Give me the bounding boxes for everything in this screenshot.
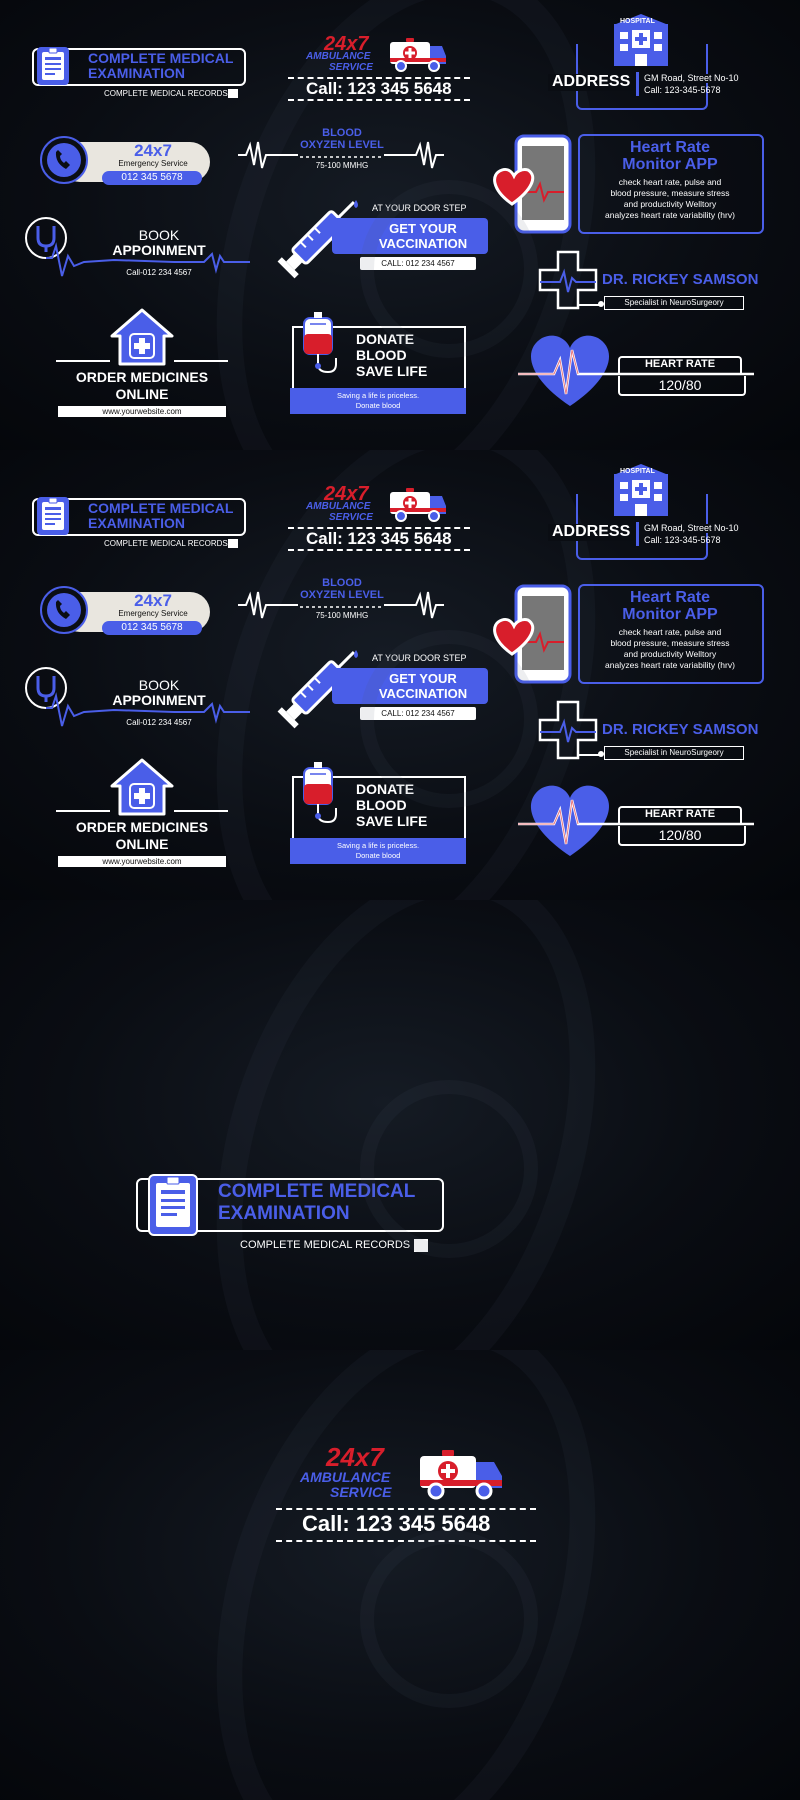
address-label: ADDRESS: [548, 74, 634, 91]
exam-title-2: EXAMINATION: [88, 65, 185, 81]
exam-subtitle-square: [228, 89, 238, 98]
heart-app-desc-3: and productivity Welltory: [623, 199, 717, 209]
booking-call: Call-012 234 4567: [126, 718, 192, 727]
ambulance-large-dash-bottom: [276, 1540, 536, 1542]
vaccine-card: [272, 196, 490, 276]
heart-rate-value: 120/80: [658, 377, 702, 393]
exam-large-title-1: COMPLETE MEDICAL: [218, 1181, 416, 1202]
ambulance-frame-zoom: [0, 1350, 800, 1800]
phone-icon: [40, 136, 88, 184]
ambulance-line2: SERVICE: [329, 62, 373, 73]
heart-app-card: [488, 130, 766, 236]
heart-rate-value: 120/80: [658, 827, 702, 843]
heart-rate-card: [518, 780, 758, 860]
blood-bag-icon: [298, 310, 340, 386]
booking-line2: APPOINMENT: [112, 242, 206, 258]
ambulance-large-line1: AMBULANCE: [300, 1469, 391, 1485]
medicines-rule-right: [174, 810, 228, 812]
vaccine-top: AT YOUR DOOR STEP: [372, 203, 467, 213]
doctor-name: DR. RICKEY SAMSON: [602, 271, 759, 288]
medicines-line1: ORDER MEDICINES: [75, 819, 209, 835]
oxygen-card: [238, 128, 444, 188]
emergency-card: [40, 136, 220, 188]
address-line2: Call: 123-345-5678: [644, 535, 721, 545]
vaccine-call: CALL: 012 234 4567: [360, 707, 476, 720]
heart-app-title-2: Monitor APP: [622, 156, 718, 173]
medical-cross-icon: [538, 700, 598, 760]
donate-line3: SAVE LIFE: [356, 363, 428, 379]
oxygen-range: 75-100 MMHG: [315, 611, 369, 620]
exam-large-square: [414, 1239, 428, 1252]
exam-card: [32, 48, 244, 98]
ambulance-dash-bottom: [288, 99, 470, 101]
booking-line1: BOOK: [138, 227, 180, 243]
address-line2: Call: 123-345-5678: [644, 85, 721, 95]
emergency-big: 24x7: [134, 141, 172, 160]
ambulance-line1: AMBULANCE: [306, 501, 371, 512]
hospital-label: HOSPITAL: [620, 468, 655, 475]
heart-app-title-1: Heart Rate: [629, 589, 711, 606]
donate-note1: Saving a life is priceless.: [336, 841, 420, 850]
booking-call: Call-012 234 4567: [126, 268, 192, 277]
ambulance-icon: [388, 484, 448, 524]
heart-app-desc-2: blood pressure, measure stress: [610, 188, 730, 198]
doctor-specialty: Specialist in NeuroSurgeory: [604, 296, 744, 310]
address-line1: GM Road, Street No-10: [644, 523, 739, 533]
medicines-website: www.yourwebsite.com: [58, 856, 226, 867]
doctor-specialty: Specialist in NeuroSurgeory: [604, 746, 744, 760]
heart-app-title-1: Heart Rate: [629, 139, 711, 156]
doctor-card: [538, 250, 778, 312]
medicines-line2: ONLINE: [115, 836, 169, 852]
ambulance-icon: [418, 1446, 504, 1502]
exam-frame-zoom: [0, 900, 800, 1350]
ambulance-large-call: Call: 123 345 5648: [302, 1511, 491, 1536]
donate-card: [290, 310, 468, 414]
medicines-line2: ONLINE: [115, 386, 169, 402]
medical-cross-icon: [538, 250, 598, 310]
doctor-name: DR. RICKEY SAMSON: [602, 721, 759, 738]
ambulance-line2: SERVICE: [329, 512, 373, 523]
exam-subtitle-square: [228, 539, 238, 548]
ambulance-icon: [388, 34, 448, 74]
oxygen-card: [238, 578, 444, 638]
oxygen-line1: BLOOD: [322, 127, 362, 139]
clipboard-icon: [148, 1174, 198, 1236]
donate-line2: BLOOD: [356, 347, 407, 363]
address-divider: [636, 522, 639, 546]
ambulance-large-big: 24x7: [326, 1442, 384, 1472]
booking-card: [24, 216, 254, 282]
smartphone-heart-icon: [488, 134, 578, 234]
heart-rate-label: HEART RATE: [644, 808, 716, 820]
heart-app-desc-4: analyzes heart rate variability (hrv): [605, 660, 735, 670]
doctor-card: [538, 700, 778, 762]
medicines-card: [56, 308, 228, 420]
address-card: [548, 14, 778, 110]
exam-card: [32, 498, 244, 548]
heart-app-title-2: Monitor APP: [622, 606, 718, 623]
emergency-big: 24x7: [134, 591, 172, 610]
heart-rate-card: [518, 330, 758, 410]
vaccine-banner: [332, 218, 488, 254]
hospital-label: HOSPITAL: [620, 18, 655, 25]
ambulance-call: Call: 123 345 5648: [306, 529, 452, 548]
donate-line1: DONATE: [356, 331, 415, 347]
address-card: [548, 464, 778, 560]
exam-large-title-2: EXAMINATION: [218, 1203, 350, 1224]
medicines-rule-right: [174, 360, 228, 362]
oxygen-line2: OXYZEN LEVEL: [300, 139, 384, 151]
ambulance-line1: AMBULANCE: [306, 51, 371, 62]
blood-bag-icon: [298, 760, 340, 836]
donate-line1: DONATE: [356, 781, 415, 797]
emergency-phone: 012 345 5678: [102, 621, 202, 635]
exam-subtitle: COMPLETE MEDICAL RECORDS: [104, 89, 228, 98]
vaccine-banner: [332, 668, 488, 704]
house-cross-icon: [110, 758, 174, 816]
vaccine-card: [272, 646, 490, 726]
ambulance-large-line2: SERVICE: [330, 1484, 392, 1500]
grid-frame-1: [0, 0, 800, 450]
donate-note2: Donate blood: [355, 851, 401, 860]
heart-rate-label: HEART RATE: [644, 358, 716, 370]
heart-app-desc-4: analyzes heart rate variability (hrv): [605, 210, 735, 220]
booking-line1: BOOK: [138, 677, 180, 693]
emergency-card: [40, 586, 220, 638]
exam-card-large: [136, 1174, 466, 1254]
medicines-website: www.yourwebsite.com: [58, 406, 226, 417]
donate-card: [290, 760, 468, 864]
vaccine-line1: GET YOUR: [389, 671, 457, 686]
ambulance-big: 24x7: [324, 33, 369, 55]
house-cross-icon: [110, 308, 174, 366]
ambulance-card: [284, 30, 474, 100]
medicines-rule-left: [56, 810, 110, 812]
heart-app-desc-1: check heart rate, pulse and: [618, 627, 722, 637]
donate-note1: Saving a life is priceless.: [336, 391, 420, 400]
donate-note2: Donate blood: [355, 401, 401, 410]
exam-subtitle: COMPLETE MEDICAL RECORDS: [104, 539, 228, 548]
vaccine-line2: VACCINATION: [378, 236, 468, 251]
smartphone-heart-icon: [488, 584, 578, 684]
medicines-card: [56, 758, 228, 870]
booking-line2: APPOINMENT: [112, 692, 206, 708]
emergency-label: Emergency Service: [118, 609, 188, 618]
grid-frame-2: [0, 450, 800, 900]
heart-app-desc-2: blood pressure, measure stress: [610, 638, 730, 648]
address-divider: [636, 72, 639, 96]
exam-title-2: EXAMINATION: [88, 515, 185, 531]
vaccine-call: CALL: 012 234 4567: [360, 257, 476, 270]
oxygen-line2: OXYZEN LEVEL: [300, 589, 384, 601]
heart-app-card: [488, 580, 766, 686]
exam-title-1: COMPLETE MEDICAL: [88, 50, 234, 66]
emergency-label: Emergency Service: [118, 159, 188, 168]
ambulance-large-dash-top: [276, 1508, 536, 1510]
emergency-phone: 012 345 5678: [102, 171, 202, 185]
heart-app-desc-1: check heart rate, pulse and: [618, 177, 722, 187]
exam-title-1: COMPLETE MEDICAL: [88, 500, 234, 516]
ambulance-dash-bottom: [288, 549, 470, 551]
oxygen-line1: BLOOD: [322, 577, 362, 589]
clipboard-icon: [36, 496, 70, 536]
address-label: ADDRESS: [548, 524, 634, 541]
clipboard-icon: [36, 46, 70, 86]
ambulance-card: [284, 480, 474, 550]
exam-large-subtitle: COMPLETE MEDICAL RECORDS: [240, 1239, 411, 1251]
heart-app-desc-3: and productivity Welltory: [623, 649, 717, 659]
medicines-line1: ORDER MEDICINES: [75, 369, 209, 385]
vaccine-line2: VACCINATION: [378, 686, 468, 701]
address-line1: GM Road, Street No-10: [644, 73, 739, 83]
ambulance-card-large: [272, 1444, 542, 1554]
oxygen-range: 75-100 MMHG: [315, 161, 369, 170]
donate-line2: BLOOD: [356, 797, 407, 813]
vaccine-line1: GET YOUR: [389, 221, 457, 236]
ambulance-big: 24x7: [324, 483, 369, 505]
phone-icon: [40, 586, 88, 634]
donate-line3: SAVE LIFE: [356, 813, 428, 829]
booking-card: [24, 666, 254, 732]
vaccine-top: AT YOUR DOOR STEP: [372, 653, 467, 663]
medicines-rule-left: [56, 360, 110, 362]
ambulance-call: Call: 123 345 5648: [306, 79, 452, 98]
